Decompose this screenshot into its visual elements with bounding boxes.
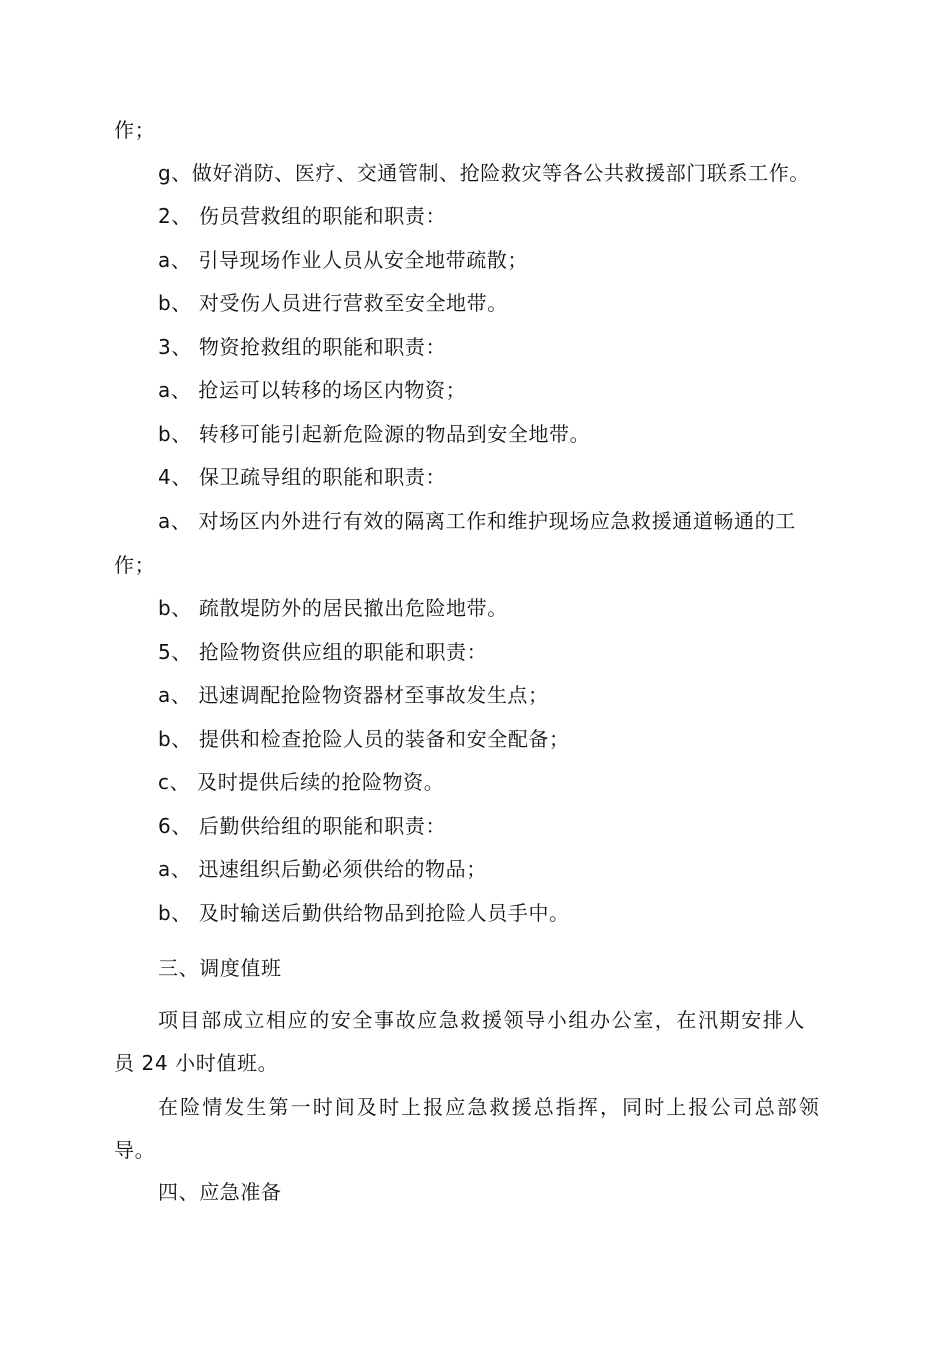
paragraph-line: g、做好消防、医疗、交通管制、抢险救灾等各公共救援部门联系工作。 xyxy=(158,161,810,185)
section-heading: 3、 物资抢救组的职能和职责： xyxy=(158,335,447,359)
list-item: a、 迅速组织后勤必须供给的物品； xyxy=(158,857,487,881)
list-item: a、 迅速调配抢险物资器材至事故发生点； xyxy=(158,683,549,707)
chapter-heading: 四、应急准备 xyxy=(158,1180,282,1204)
paragraph-line: 作； xyxy=(114,118,156,142)
section-heading: 4、 保卫疏导组的职能和职责： xyxy=(158,465,447,489)
paragraph-line: 员 24 小时值班。 xyxy=(114,1051,279,1075)
paragraph-line: 作； xyxy=(114,553,156,577)
paragraph-line: 在险情发生第一时间及时上报应急救援总指挥，同时上报公司总部领 xyxy=(158,1095,821,1119)
paragraph-line: 项目部成立相应的安全事故应急救援领导小组办公室，在汛期安排人 xyxy=(158,1008,806,1032)
section-heading: 6、 后勤供给组的职能和职责： xyxy=(158,814,447,838)
section-heading: 5、 抢险物资供应组的职能和职责： xyxy=(158,640,488,664)
paragraph-line: 导。 xyxy=(114,1138,156,1162)
list-item: b、 转移可能引起新危险源的物品到安全地带。 xyxy=(158,422,591,446)
list-item: b、 疏散堤防外的居民撤出危险地带。 xyxy=(158,596,508,620)
list-item: b、 及时输送后勤供给物品到抢险人员手中。 xyxy=(158,901,570,925)
list-item: a、 引导现场作业人员从安全地带疏散； xyxy=(158,248,529,272)
section-heading: 2、 伤员营救组的职能和职责： xyxy=(158,204,447,228)
list-item: a、 抢运可以转移的场区内物资； xyxy=(158,378,467,402)
list-item: a、 对场区内外进行有效的隔离工作和维护现场应急救援通道畅通的工 xyxy=(158,509,796,533)
list-item: b、 提供和检查抢险人员的装备和安全配备； xyxy=(158,727,570,751)
chapter-heading: 三、调度值班 xyxy=(158,956,282,980)
list-item: b、 对受伤人员进行营救至安全地带。 xyxy=(158,291,508,315)
list-item: c、 及时提供后续的抢险物资。 xyxy=(158,770,445,794)
